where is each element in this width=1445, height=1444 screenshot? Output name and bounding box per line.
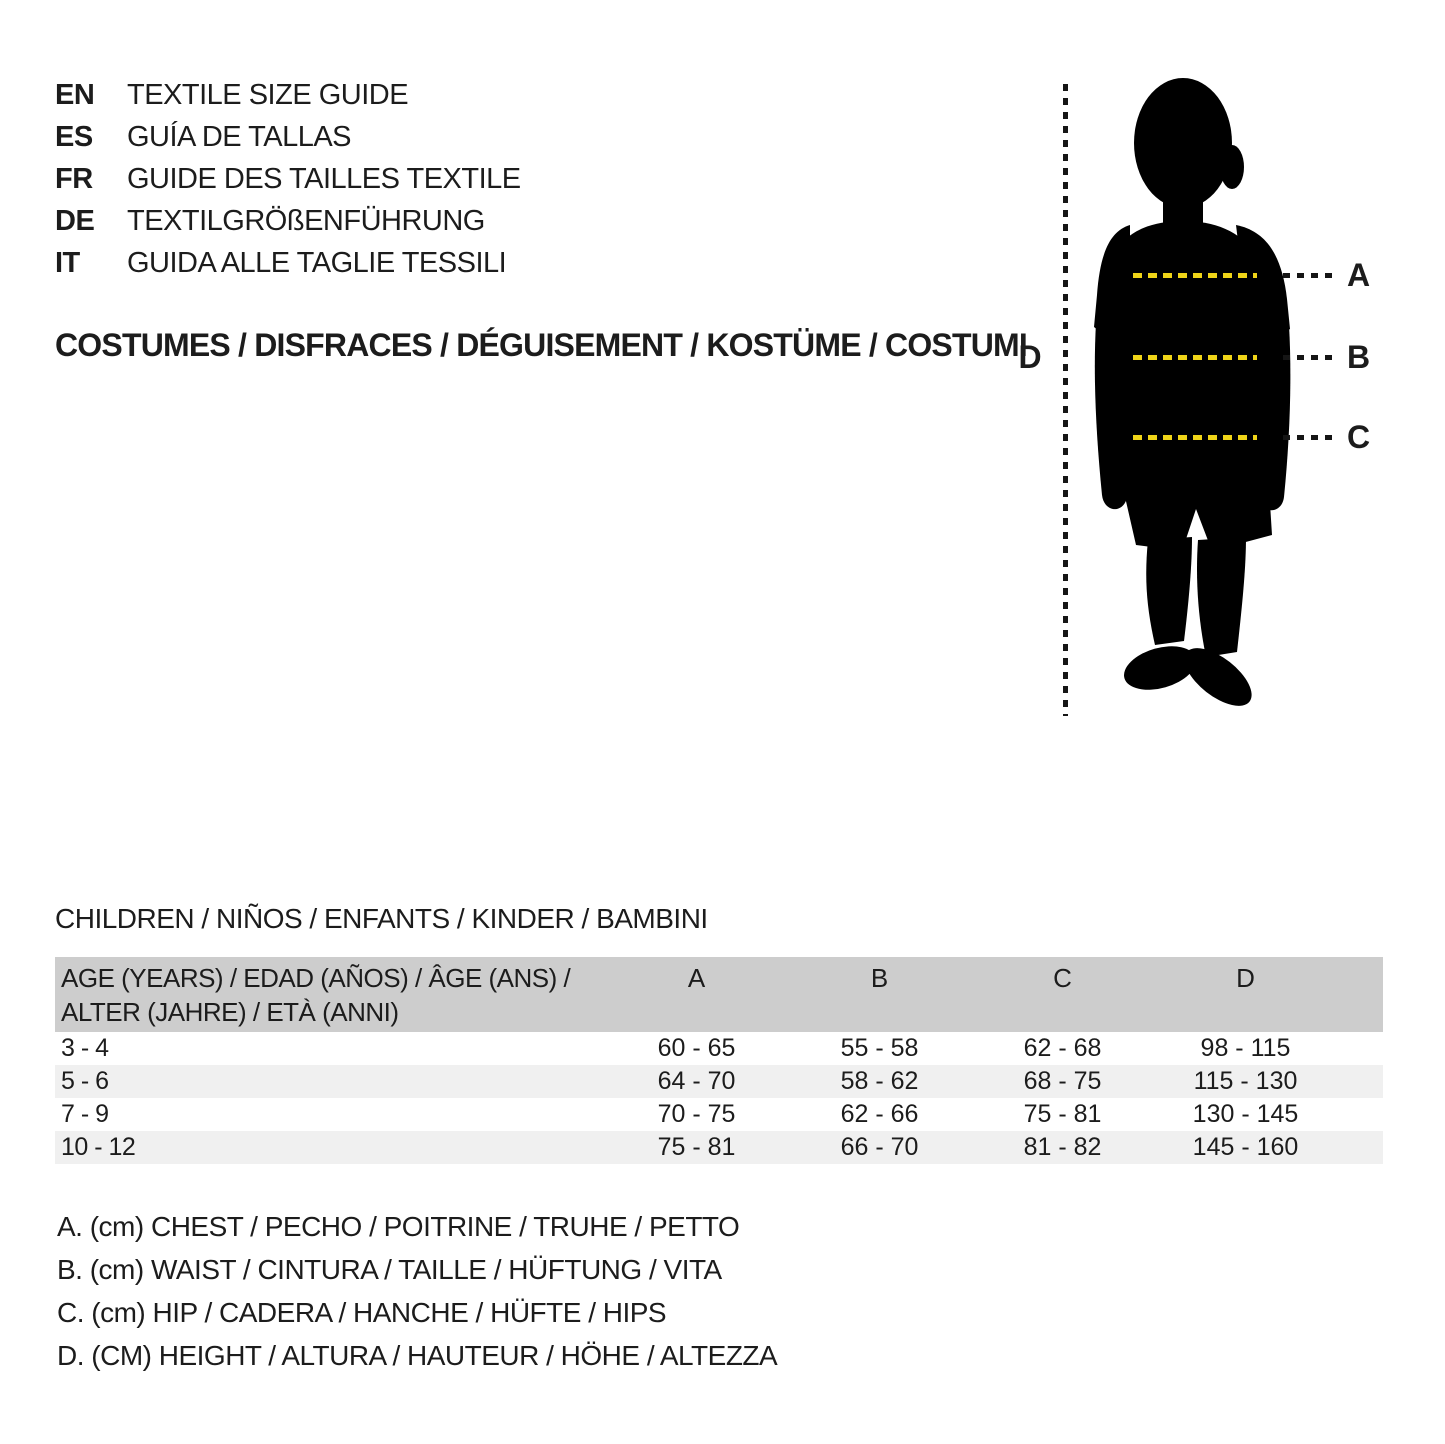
age-cell: 10 - 12 <box>61 1133 136 1161</box>
guide-title-es: GUÍA DE TALLAS <box>127 121 352 153</box>
height-cell: 145 - 160 <box>1192 1133 1299 1161</box>
age-cell: 3 - 4 <box>61 1034 109 1062</box>
height-marker-label: D <box>1018 339 1042 375</box>
legend-height: D. (CM) HEIGHT / ALTURA / HAUTEUR / HÖHE / ALTEZZA <box>57 1340 778 1371</box>
table-row <box>55 1131 1383 1164</box>
measurement-legend <box>57 1205 777 1377</box>
age-header-line1: AGE (YEARS) / EDAD (AÑOS) / ÂGE (ANS) / <box>61 963 571 993</box>
language-row-en <box>55 74 521 116</box>
age-column-header <box>55 961 605 1032</box>
guide-title-fr: GUIDE DES TAILLES TEXTILE <box>127 163 521 195</box>
language-code: DE <box>55 205 95 237</box>
section-title-children: CHILDREN / NIÑOS / ENFANTS / KINDER / BAMBINI <box>55 903 708 934</box>
column-header-b: B <box>870 963 889 993</box>
age-cell: 5 - 6 <box>61 1067 109 1095</box>
waist-leader-dotted-line <box>1283 355 1333 360</box>
legend-hip: C. (cm) HIP / CADERA / HANCHE / HÜFTE / HIPS <box>57 1297 667 1328</box>
chest-leader-dotted-line <box>1283 273 1333 278</box>
category-title: COSTUMES / DISFRACES / DÉGUISEMENT / KOSTÜME / COSTUMI <box>55 327 1027 363</box>
waist-cell: 58 - 62 <box>840 1067 919 1095</box>
hip-leader-dotted-line <box>1283 435 1333 440</box>
waist-marker-label: B <box>1347 339 1371 375</box>
language-list <box>55 74 521 284</box>
guide-title-it: GUIDA ALLE TAGLIE TESSILI <box>127 247 507 279</box>
language-code: IT <box>55 247 80 279</box>
hip-measure-dash-line <box>1133 435 1257 440</box>
waist-cell: 55 - 58 <box>840 1034 919 1062</box>
hip-cell: 81 - 82 <box>1023 1133 1102 1161</box>
hip-cell: 68 - 75 <box>1023 1067 1102 1095</box>
legend-waist: B. (cm) WAIST / CINTURA / TAILLE / HÜFTUNG / VITA <box>57 1254 722 1285</box>
height-cell: 115 - 130 <box>1193 1067 1298 1095</box>
column-header-c: C <box>1053 963 1072 993</box>
legend-chest: A. (cm) CHEST / PECHO / POITRINE / TRUHE / PETTO <box>57 1211 740 1242</box>
chest-cell: 60 - 65 <box>657 1034 736 1062</box>
waist-measure-dash-line <box>1133 355 1257 360</box>
language-row-it <box>55 242 521 284</box>
language-code: ES <box>55 121 93 153</box>
hip-cell: 75 - 81 <box>1023 1100 1102 1128</box>
waist-cell: 62 - 66 <box>840 1100 919 1128</box>
height-cell: 98 - 115 <box>1200 1034 1291 1062</box>
guide-title-de: TEXTILGRÖßENFÜHRUNG <box>127 205 485 237</box>
language-code: FR <box>55 163 93 195</box>
language-row-de <box>55 200 521 242</box>
age-cell: 7 - 9 <box>61 1100 109 1128</box>
waist-cell: 66 - 70 <box>840 1133 919 1161</box>
chest-measure-dash-line <box>1133 273 1257 278</box>
chest-cell: 64 - 70 <box>657 1067 736 1095</box>
language-row-fr <box>55 158 521 200</box>
table-row <box>55 1098 1383 1131</box>
chest-cell: 75 - 81 <box>657 1133 736 1161</box>
language-row-es <box>55 116 521 158</box>
chest-marker-label: A <box>1347 257 1371 293</box>
children-size-table <box>55 957 1383 1164</box>
child-silhouette-image <box>1060 75 1340 720</box>
column-header-a: A <box>687 963 706 993</box>
chest-cell: 70 - 75 <box>657 1100 736 1128</box>
age-header-line2: ALTER (JAHRE) / ETÀ (ANNI) <box>61 997 399 1027</box>
table-row <box>55 1065 1383 1098</box>
table-row <box>55 1032 1383 1065</box>
guide-title-en: TEXTILE SIZE GUIDE <box>127 79 409 111</box>
column-header-d: D <box>1236 963 1255 993</box>
language-code: EN <box>55 79 95 111</box>
table-header-row <box>55 957 1383 1032</box>
hip-marker-label: C <box>1347 419 1371 455</box>
height-cell: 130 - 145 <box>1192 1100 1299 1128</box>
hip-cell: 62 - 68 <box>1023 1034 1102 1062</box>
